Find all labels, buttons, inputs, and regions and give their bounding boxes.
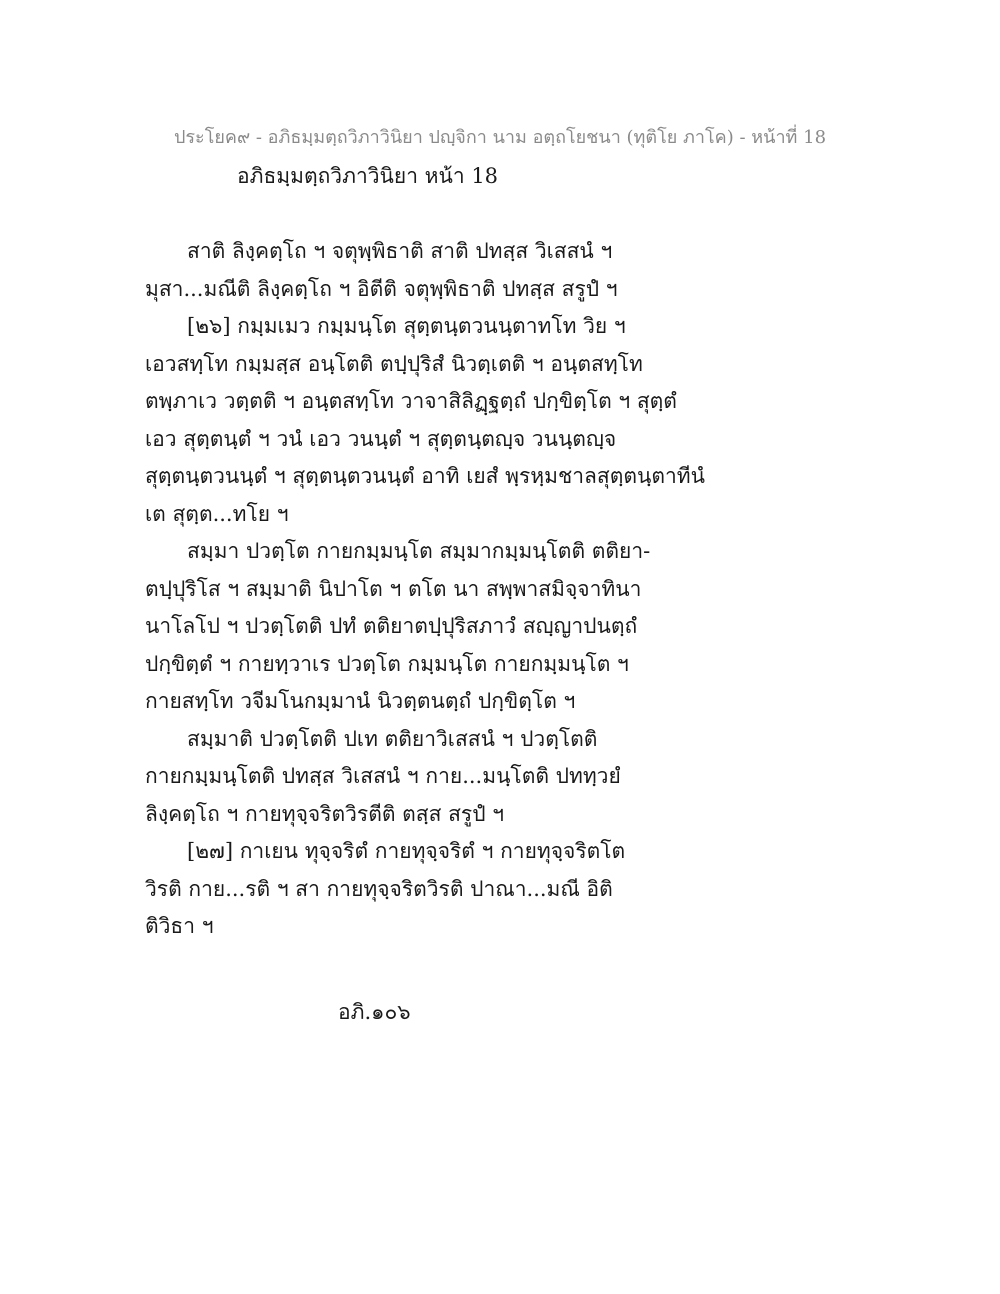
running-header: ประโยค๙ - อภิธมฺมตฺถวิภาวินิยา ปญฺจิกา นาม อตฺถโยชนา (ทุติโย ภาโค) - หน้าที่ 18	[173, 127, 827, 148]
text-line: ตปฺปุริโส ฯ สมฺมาติ นิปาโต ฯ ตโต นา สพฺพาสมิจฺจาทินา	[145, 576, 642, 601]
footer-page-mark: อภิ.๑๐๖	[338, 1000, 411, 1024]
text-line: สมฺมา ปวตฺโต กายกมฺมนฺโต สมฺมากมฺมนฺโตติ ตติยา-	[187, 539, 651, 563]
text-line: สมฺมาติ ปวตฺโตติ ปเท ตติยาวิเสสนํ ฯ ปวตฺโตติ	[187, 726, 598, 751]
text-line: เต สุตฺต...ทโย ฯ	[145, 501, 289, 526]
text-line: ตพฺภาเว วตฺตติ ฯ อนฺตสทฺโท วาจาสิลิฏฺฐตฺถํ ปกฺขิตฺโต ฯ สุตฺตํ	[145, 389, 677, 413]
page-title: อภิธมฺมตฺถวิภาวินิยา หน้า 18	[237, 164, 499, 188]
text-line: ลิงฺคตฺโถ ฯ กายทุจฺจริตวิรตีติ ตสฺส สรูปํ ฯ	[145, 801, 504, 826]
text-line: นาโลโป ฯ ปวตฺโตติ ปทํ ตติยาตปฺปุริสภาวํ สญฺญาปนตฺถํ	[145, 614, 638, 638]
body-text	[145, 233, 705, 946]
text-line: สาติ ลิงฺคตฺโถ ฯ จตุพฺพิธาติ สาติ ปทสฺส วิเสสนํ ฯ	[187, 239, 613, 263]
paragraph-26-line: [๒๖] กมฺมเมว กมฺมนฺโต สุตฺตนฺตวนนฺตาทโท วิย ฯ	[187, 314, 626, 338]
text-line: วิรติ กาย...รติ ฯ สา กายทุจฺจริตวิรติ ปาณา...มณี อิติ	[145, 876, 613, 901]
text-line: ปกฺขิตฺตํ ฯ กายทฺวาเร ปวตฺโต กมฺมนฺโต กายกมฺมนฺโต ฯ	[145, 651, 629, 676]
text-line: สุตฺตนฺตวนนฺตํ ฯ สุตฺตนฺตวนนฺตํ อาทิ เยสํ พฺรหฺมชาลสุตฺตนฺตาทีนํ	[145, 464, 705, 488]
text-line: มุสา...มณีติ ลิงฺคตฺโถ ฯ อิตีติ จตุพฺพิธาติ ปทสฺส สรูปํ ฯ	[145, 276, 618, 301]
text-line: เอว สุตฺตนฺตํ ฯ วนํ เอว วนนฺตํ ฯ สุตฺตนฺตญฺจ วนนฺตญฺจ	[145, 426, 617, 451]
text-line: เอวสทฺโท กมฺมสฺส อนฺโตติ ตปฺปุริสํ นิวตฺเตติ ฯ อนฺตสทฺโท	[145, 351, 643, 376]
text-line: กายกมฺมนฺโตติ ปทสฺส วิเสสนํ ฯ กาย...มนฺโตติ ปททฺวยํ	[145, 764, 621, 788]
paragraph-27-line: [๒๗] กาเยน ทุจฺจริตํ กายทุจฺจริตํ ฯ กายทุจฺจริตโต	[187, 839, 626, 863]
text-line: กายสทฺโท วจีมโนกมฺมานํ นิวตฺตนตฺถํ ปกฺขิตฺโต ฯ	[145, 689, 576, 713]
text-line: ติวิธา ฯ	[145, 914, 214, 938]
